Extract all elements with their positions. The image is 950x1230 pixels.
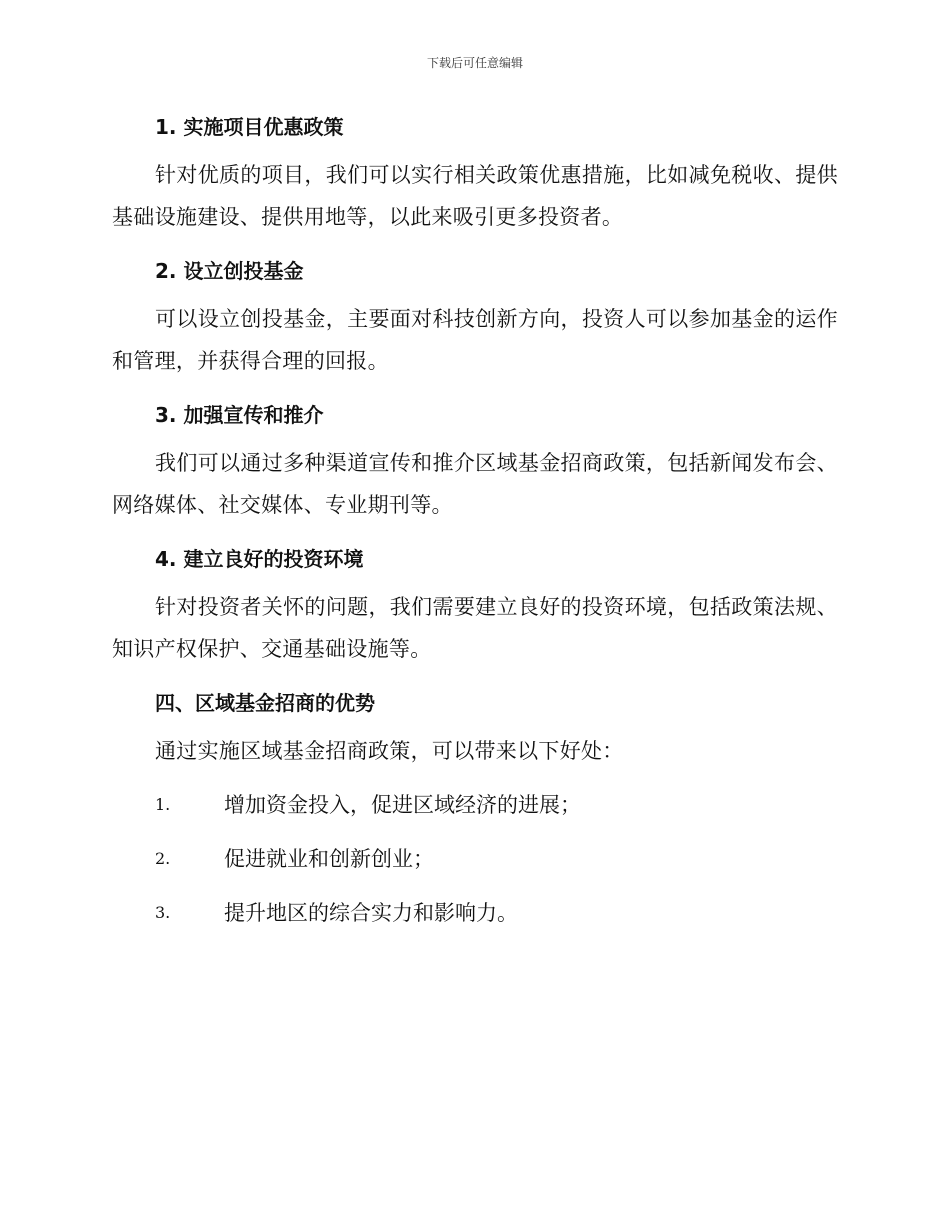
section-body: 针对优质的项目，我们可以实行相关政策优惠措施，比如减免税收、提供基础设施建设、提供用地等，以此来吸引更多投资者。 [112, 163, 838, 229]
section-2 [112, 256, 838, 382]
list-item [112, 784, 838, 826]
list-text: 增加资金投入，促进区域经济的进展； [224, 793, 581, 817]
list-number: 2. [155, 849, 171, 868]
section-body: 我们可以通过多种渠道宣传和推介区域基金招商政策，包括新闻发布会、网络媒体、社交媒体、专业期刊等。 [112, 451, 838, 517]
list-number: 3. [155, 903, 171, 922]
list-text: 提升地区的综合实力和影响力。 [224, 901, 518, 925]
document-content [112, 112, 838, 934]
section-heading: 3. 加强宣传和推介 [155, 403, 324, 427]
section-body: 针对投资者关怀的问题，我们需要建立良好的投资环境，包括政策法规、知识产权保护、交通基础设施等。 [112, 595, 838, 661]
section-3 [112, 400, 838, 526]
section-heading: 4. 建立良好的投资环境 [155, 547, 364, 571]
advantages-intro: 通过实施区域基金招商政策，可以带来以下好处： [155, 739, 624, 763]
advantages-section [112, 688, 838, 934]
section-1 [112, 112, 838, 238]
list-text: 促进就业和创新创业； [224, 847, 434, 871]
section-body: 可以设立创投基金，主要面对科技创新方向，投资人可以参加基金的运作和管理，并获得合理的回报。 [112, 307, 838, 373]
section-4 [112, 544, 838, 670]
list-item [112, 892, 838, 934]
section-heading: 2. 设立创投基金 [155, 259, 304, 283]
section-heading: 1. 实施项目优惠政策 [155, 115, 344, 139]
list-number: 1. [155, 795, 171, 814]
list-item [112, 838, 838, 880]
header-note: 下载后可任意编辑 [426, 56, 523, 70]
advantages-heading: 四、区域基金招商的优势 [155, 691, 375, 715]
